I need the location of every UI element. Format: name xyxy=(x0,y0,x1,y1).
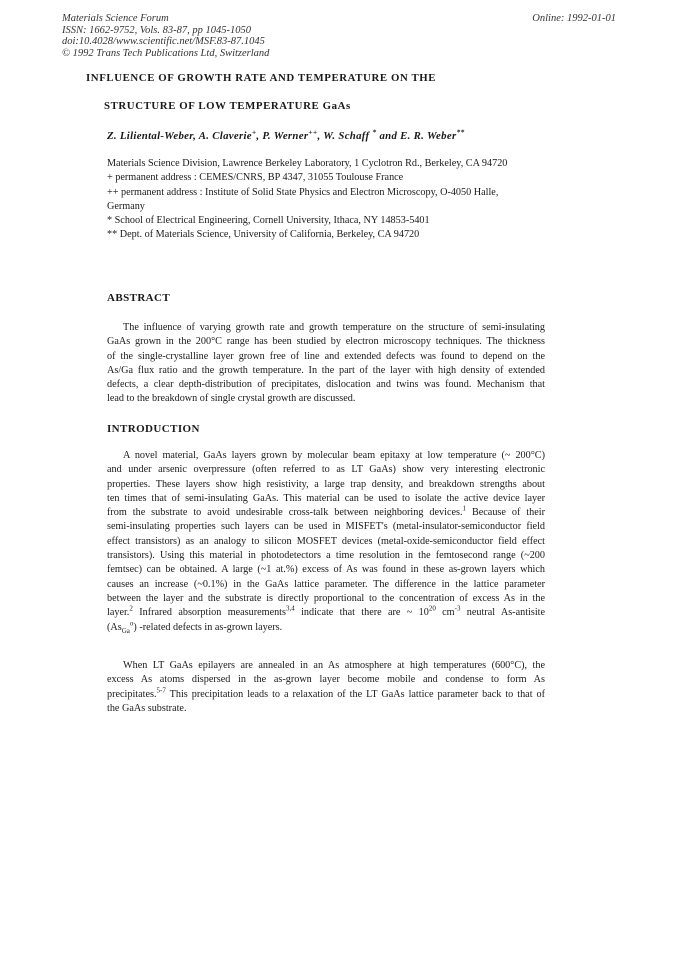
text-run: Infrared absorption measurements xyxy=(132,607,286,619)
copyright-line: © 1992 Trans Tech Publications Ltd, Switzerland xyxy=(62,47,270,59)
text-run: Because of their xyxy=(466,507,545,519)
intro-paragraph-2 xyxy=(107,659,545,716)
text-line: GaAs grown in the 200°C range has been studied by electron microscopy techniques. The thickness xyxy=(107,336,545,348)
reference-marker[interactable]: 2 xyxy=(129,604,133,613)
affiliations xyxy=(107,157,547,243)
text-run: This precipitation leads to a relaxation of the LT GaAs lattice parameter back to that of xyxy=(165,688,545,700)
affil-marker: ** xyxy=(456,127,465,137)
text-line: excess As atoms dispersed in the as-grown layer become mobile and condense to form As xyxy=(107,674,545,686)
journal-header xyxy=(62,13,269,59)
text-line: the GaAs substrate. xyxy=(107,702,187,714)
text-run: layer. xyxy=(107,607,130,619)
text-run: neutral As-antisite xyxy=(460,607,545,619)
text-line: properties. These layers show high resistivity, a large trap density, and breakdown strengths about xyxy=(107,478,545,490)
text-line: effect transistors) as an analogy to silicon MOSFET devices (metal-oxide-semiconductor field effect xyxy=(107,535,545,547)
text-line: As/Ga flux ratio and the growth temperature. In the part of the layer with high density of extended xyxy=(107,364,545,376)
author-text: , P. Werner xyxy=(256,130,309,142)
reference-marker[interactable]: 1 xyxy=(462,504,466,513)
paper-title-line2: STRUCTURE OF LOW TEMPERATURE GaAs xyxy=(104,100,351,112)
subscript: Ga xyxy=(121,626,130,635)
text-line: The influence of varying growth rate and growth temperature on the structure of semi-insulating xyxy=(123,322,545,333)
text-run: precipitates. xyxy=(107,688,157,700)
affil-marker: ++ xyxy=(308,127,318,137)
text-line: and under arsenic overpressure (often referred to as LT GaAs) show very interesting electronic xyxy=(107,464,545,476)
abstract-heading: ABSTRACT xyxy=(107,292,171,304)
exponent: 20 xyxy=(428,604,436,613)
text-line: When LT GaAs epilayers are annealed in an As atmosphere at high temperatures (600°C), the xyxy=(123,660,545,671)
author-text: , W. Schaff xyxy=(317,130,373,142)
affil-marker: + xyxy=(251,127,257,137)
affiliation-line: Germany xyxy=(107,200,145,212)
text-line: of the single-crystalline layer grown free of line and extended defects was found to depend on the xyxy=(107,350,545,362)
text-run: from the substrate to avoid undesirable cross-talk between neighboring devices. xyxy=(107,507,463,519)
intro-paragraph-1 xyxy=(107,449,545,635)
author-list xyxy=(107,127,465,142)
author-text: and E. R. Weber xyxy=(376,130,457,142)
text-line: ten times that of semi-insulating GaAs. This material can be used to isolate the active device layer xyxy=(107,492,545,504)
affiliation-line: + permanent address : CEMES/CNRS, BP 4347, 31055 Toulouse France xyxy=(107,172,404,184)
affiliation-line: Materials Science Division, Lawrence Berkeley Laboratory, 1 Cyclotron Rd., Berkeley, CA 94720 xyxy=(107,158,508,169)
text-run: ) -related defects in as-grown layers. xyxy=(133,621,283,633)
affil-marker: * xyxy=(372,127,377,137)
journal-name: Materials Science Forum xyxy=(62,13,169,24)
text-line: causes an increase (~0.1%) in the GaAs lattice parameter. The difference in the lattice parameter xyxy=(107,578,545,590)
affiliation-line: ** Dept. of Materials Science, University of California, Berkeley, CA 94720 xyxy=(107,229,420,241)
reference-marker[interactable]: 3,4 xyxy=(285,604,295,613)
paper-title-line1: INFLUENCE OF GROWTH RATE AND TEMPERATURE ON THE xyxy=(86,72,437,84)
introduction-heading: INTRODUCTION xyxy=(107,423,200,435)
text-run: indicate that there are ~ 10 xyxy=(294,607,429,619)
text-line: lead to the breakdown of single crystal growth are discussed. xyxy=(107,393,356,405)
exponent: -3 xyxy=(454,604,461,613)
issn-line: ISSN: 1662-9752, Vols. 83-87, pp 1045-1050 xyxy=(62,24,251,36)
superscript: o xyxy=(129,619,134,628)
text-line: A novel material, GaAs layers grown by molecular beam epitaxy at low temperature (~ 200°C) xyxy=(123,450,545,461)
text-line: between the layer and the substrate is directly proportional to the concentration of excess As in the xyxy=(107,592,545,604)
text-line: defects, a clear depth-distribution of precipitates, dislocation and twins was found. Mechanism that xyxy=(107,379,545,391)
text-line: transistors). Using this material in photodetectors a time resolution in the femtosecond range (~200 xyxy=(107,550,545,562)
text-run: (As xyxy=(107,621,122,633)
text-line: semi-insulating properties such layers can be used in MISFET's (metal-insulator-semiconductor field xyxy=(107,521,545,533)
author-text: Z. Liliental-Weber, A. Claverie xyxy=(107,130,252,142)
affiliation-line: * School of Electrical Engineering, Cornell University, Ithaca, NY 14853-5401 xyxy=(107,215,430,227)
reference-marker[interactable]: 5-7 xyxy=(156,686,166,695)
text-line: femtsec) can be obtained. A large (~1 at.%) excess of As was found in these as-grown layers which xyxy=(107,564,545,576)
text-line xyxy=(107,606,545,620)
text-run: cm xyxy=(435,607,455,619)
text-line xyxy=(107,621,545,635)
text-line xyxy=(107,688,545,702)
doi-line[interactable]: doi:10.4028/www.scientific.net/MSF.83-87.1045 xyxy=(62,36,265,48)
abstract-paragraph xyxy=(107,321,545,407)
text-line xyxy=(107,506,545,520)
affiliation-line: ++ permanent address : Institute of Solid State Physics and Electron Microscopy, O-4050 Halle, xyxy=(107,186,499,198)
online-date: Online: 1992-01-01 xyxy=(532,13,616,24)
